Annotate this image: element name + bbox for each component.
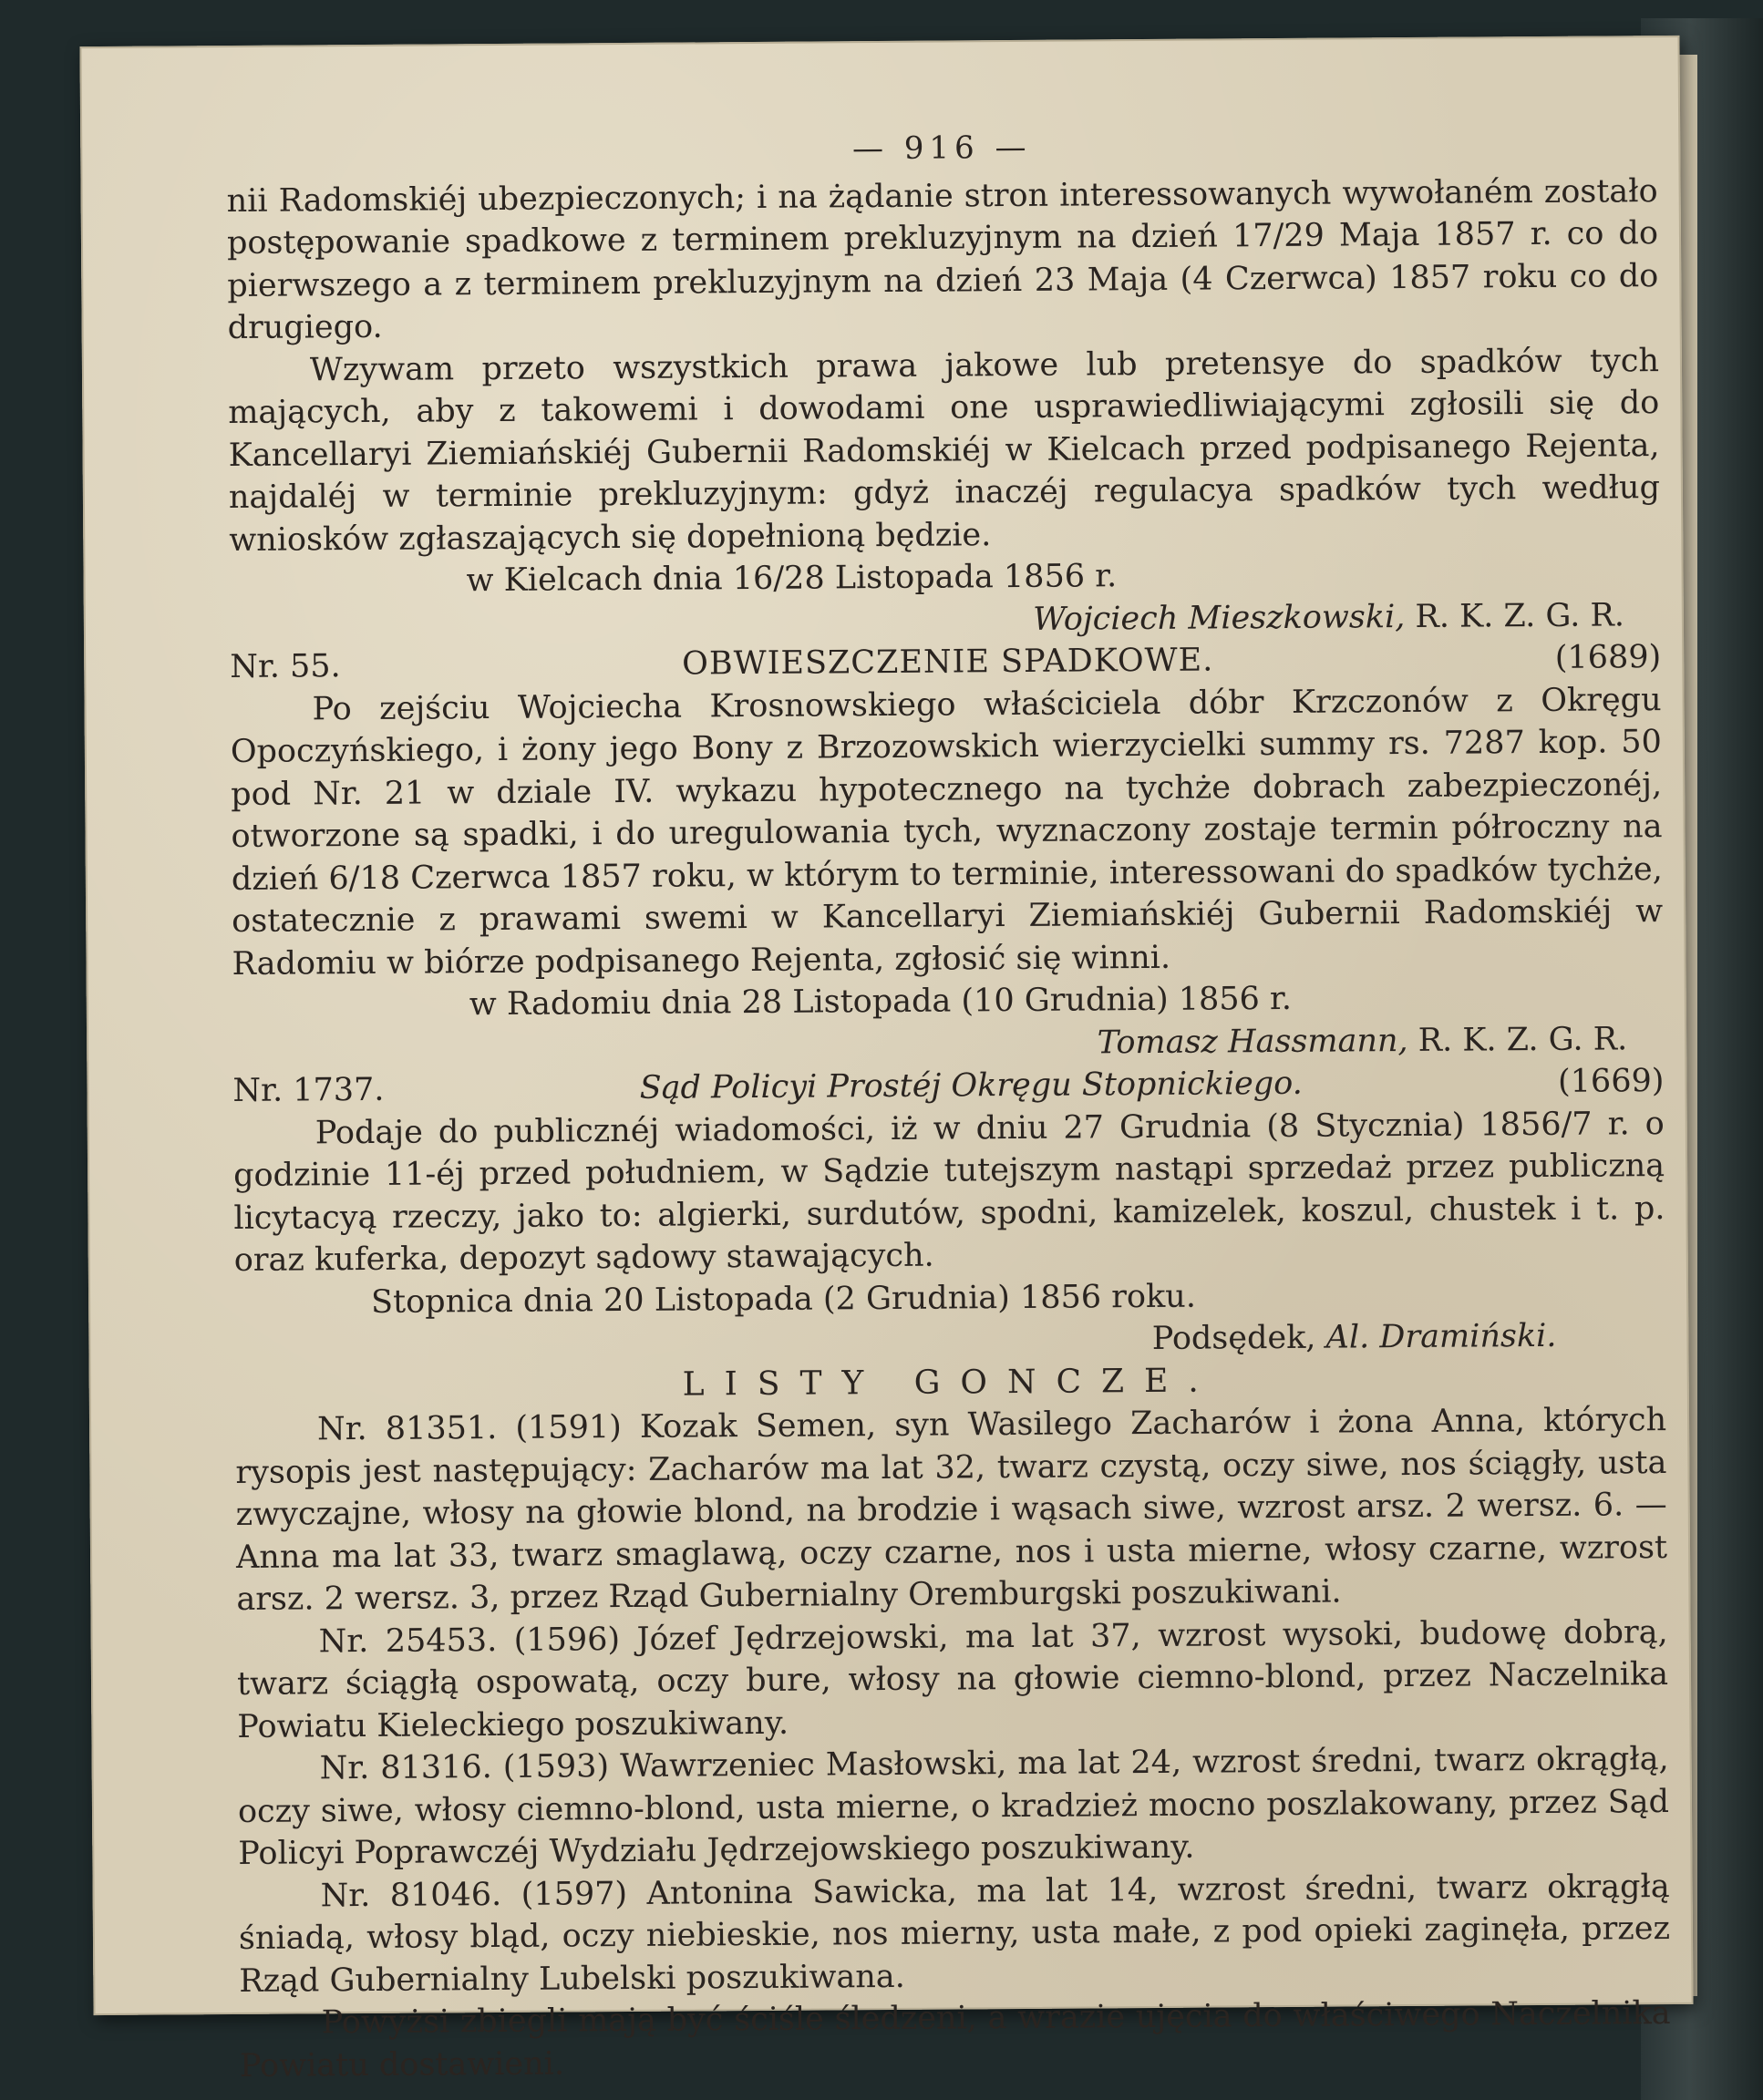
listy-closing: Powyżsi zbiegli mają być ściśle śledzeni, a wrazie ujęcia do właściwego Naczelnika Powiatu dostawieni.	[239, 1995, 1671, 2085]
page-text	[226, 122, 1671, 2087]
notice1-body: nii Radomskiéj ubezpieczonych; i na żądanie stron interessowanych wywołaném zostało postępowanie spadkowe z terminem prekluzyjnym na dzień 17/29 Maja 1857 r. co do pierwszego a z terminem prekluzyjnym na dzień 23 Maja (4 Czerwca) 1857 roku co do drugiego.	[226, 172, 1659, 347]
notice3-place-date: Stopnica dnia 20 Listopada (2 Grudnia) 1856 roku.	[370, 1278, 1197, 1321]
notice1-place-date: w Kielcach dnia 16/28 Listopada 1856 r.	[466, 558, 1118, 600]
notice-obwieszczenie-spadkowe	[230, 636, 1664, 1070]
notice3-signature-prefix: Podsędek,	[1151, 1319, 1316, 1357]
page-number: — 916 —	[851, 129, 1032, 168]
notice3-signature-name: Al. Dramiński.	[1325, 1317, 1557, 1356]
notice2-ref: (1689)	[1554, 639, 1662, 676]
notice-inheritance-kielce	[227, 170, 1662, 646]
notice3-ref: (1669)	[1557, 1063, 1665, 1100]
notice2-title: OBWIESZCZENIE SPADKOWE.	[682, 642, 1214, 683]
notice1-summons: Wzywam przeto wszystkich prawa jakowe lub pretensye do spadków tych mających, aby z takowemi i dowodami one usprawiedliwiającymi zgłosili się do Kancellaryi Ziemiańskiéj Gubernii Radomskiéj w Kielcach przed podpisanego Rejenta, najdaléj w terminie prekluzyjnym: gdyż inaczéj regulacya spadków tych według wniosków zgłaszających się dopełnioną będzie.	[228, 342, 1661, 559]
listy-gończe	[235, 1357, 1671, 2087]
notice3-body: Podaje do publicznéj wiadomości, iż w dniu 27 Grudnia (8 Stycznia) 1856/7 r. o godzinie 11-éj przed południem, w Sądzie tutejszym nastąpi sprzedaż przez publiczną licytacyą rzeczy, jako to: algierki, surdutów, spodni, kamizelek, koszul, chustek i t. p. oraz kuferka, depozyt sądowy stawających.	[232, 1105, 1665, 1280]
document-page	[79, 36, 1693, 2085]
notice2-number: Nr. 55.	[230, 648, 341, 686]
notice3-title: Sąd Policyi Prostéj Okręgu Stopnickiego.	[639, 1065, 1303, 1107]
notice1-signature-name: Wojciech Mieszkowski,	[1033, 598, 1406, 638]
notice1-signature-rank: R. K. Z. G. R.	[1415, 596, 1625, 635]
listy-entry: Nr. 81046. (1597) Antonina Sawicka, ma lat 14, wzrost średni, twarz okrągłą śniadą, włosy bląd, oczy niebieskie, nos mierny, usta małe, z pod opieki zaginęła, przez Rząd Gubernialny Lubelski poszukiwana.	[238, 1868, 1671, 2000]
notice3-number: Nr. 1737.	[232, 1071, 385, 1110]
listy-entry: Nr. 81351. (1591) Kozak Semen, syn Wasilego Zacharów i żona Anna, których rysopis jest następujący: Zacharów ma lat 32, twarz czystą, oczy siwe, nos ściągły, usta zwyczajne, włosy na głowie blond, na brodzie i wąsach siwe, wzrost arsz. 2 wersz. 6. — Anna ma lat 33, twarz smaglawą, oczy czarne, nos i usta mierne, włosy czarne, wzrost arsz. 2 wersz. 3, przez Rząd Gubernialny Oremburgski poszukiwani.	[235, 1402, 1668, 1618]
notice2-signature-rank: R. K. Z. G. R.	[1418, 1020, 1628, 1059]
notice2-signature-name: Tomasz Hassmann,	[1097, 1022, 1408, 1061]
notice2-place-date: w Radomiu dnia 28 Listopada (10 Grudnia) 1856 r.	[469, 980, 1293, 1024]
listy-entry: Nr. 25453. (1596) Józef Jędrzejowski, ma lat 37, wzrost wysoki, budowę dobrą, twarz ściągłą ospowatą, oczy bure, włosy na głowie ciemno-blond, przez Naczelnika Powiatu Kieleckiego poszukiwany.	[236, 1613, 1669, 1745]
notice-police-court-stopnica	[232, 1060, 1665, 1366]
listy-title: LISTY GONCZE.	[682, 1361, 1219, 1404]
notice2-body: Po zejściu Wojciecha Krosnowskiego właściciela dóbr Krzczonów z Okręgu Opoczyńskiego, i żony jego Bony z Brzozowskich wierzycielki summy rs. 7287 kop. 50 pod Nr. 21 w dziale IV. wykazu hypotecznego na tychże dobrach zabezpieczonéj, otworzone są spadki, i do uregulowania tych, wyznaczony zostaje termin półroczny na dzień 6/18 Czerwca 1857 roku, w którym to terminie, interessowani do spadków tychże, ostatecznie z prawami swemi w Kancellaryi Ziemiańskiéj Gubernii Radomskiéj w Radomiu w biórze podpisanego Rejenta, zgłosić się winni.	[230, 681, 1664, 983]
listy-entry: Nr. 81316. (1593) Wawrzeniec Masłowski, ma lat 24, wzrost średni, twarz okrągłą, oczy siwe, włosy ciemno-blond, usta mierne, o kradzież mocno poszlakowany, przez Sąd Policyi Poprawczéj Wydziału Jędrzejowskiego poszukiwany.	[237, 1741, 1670, 1872]
